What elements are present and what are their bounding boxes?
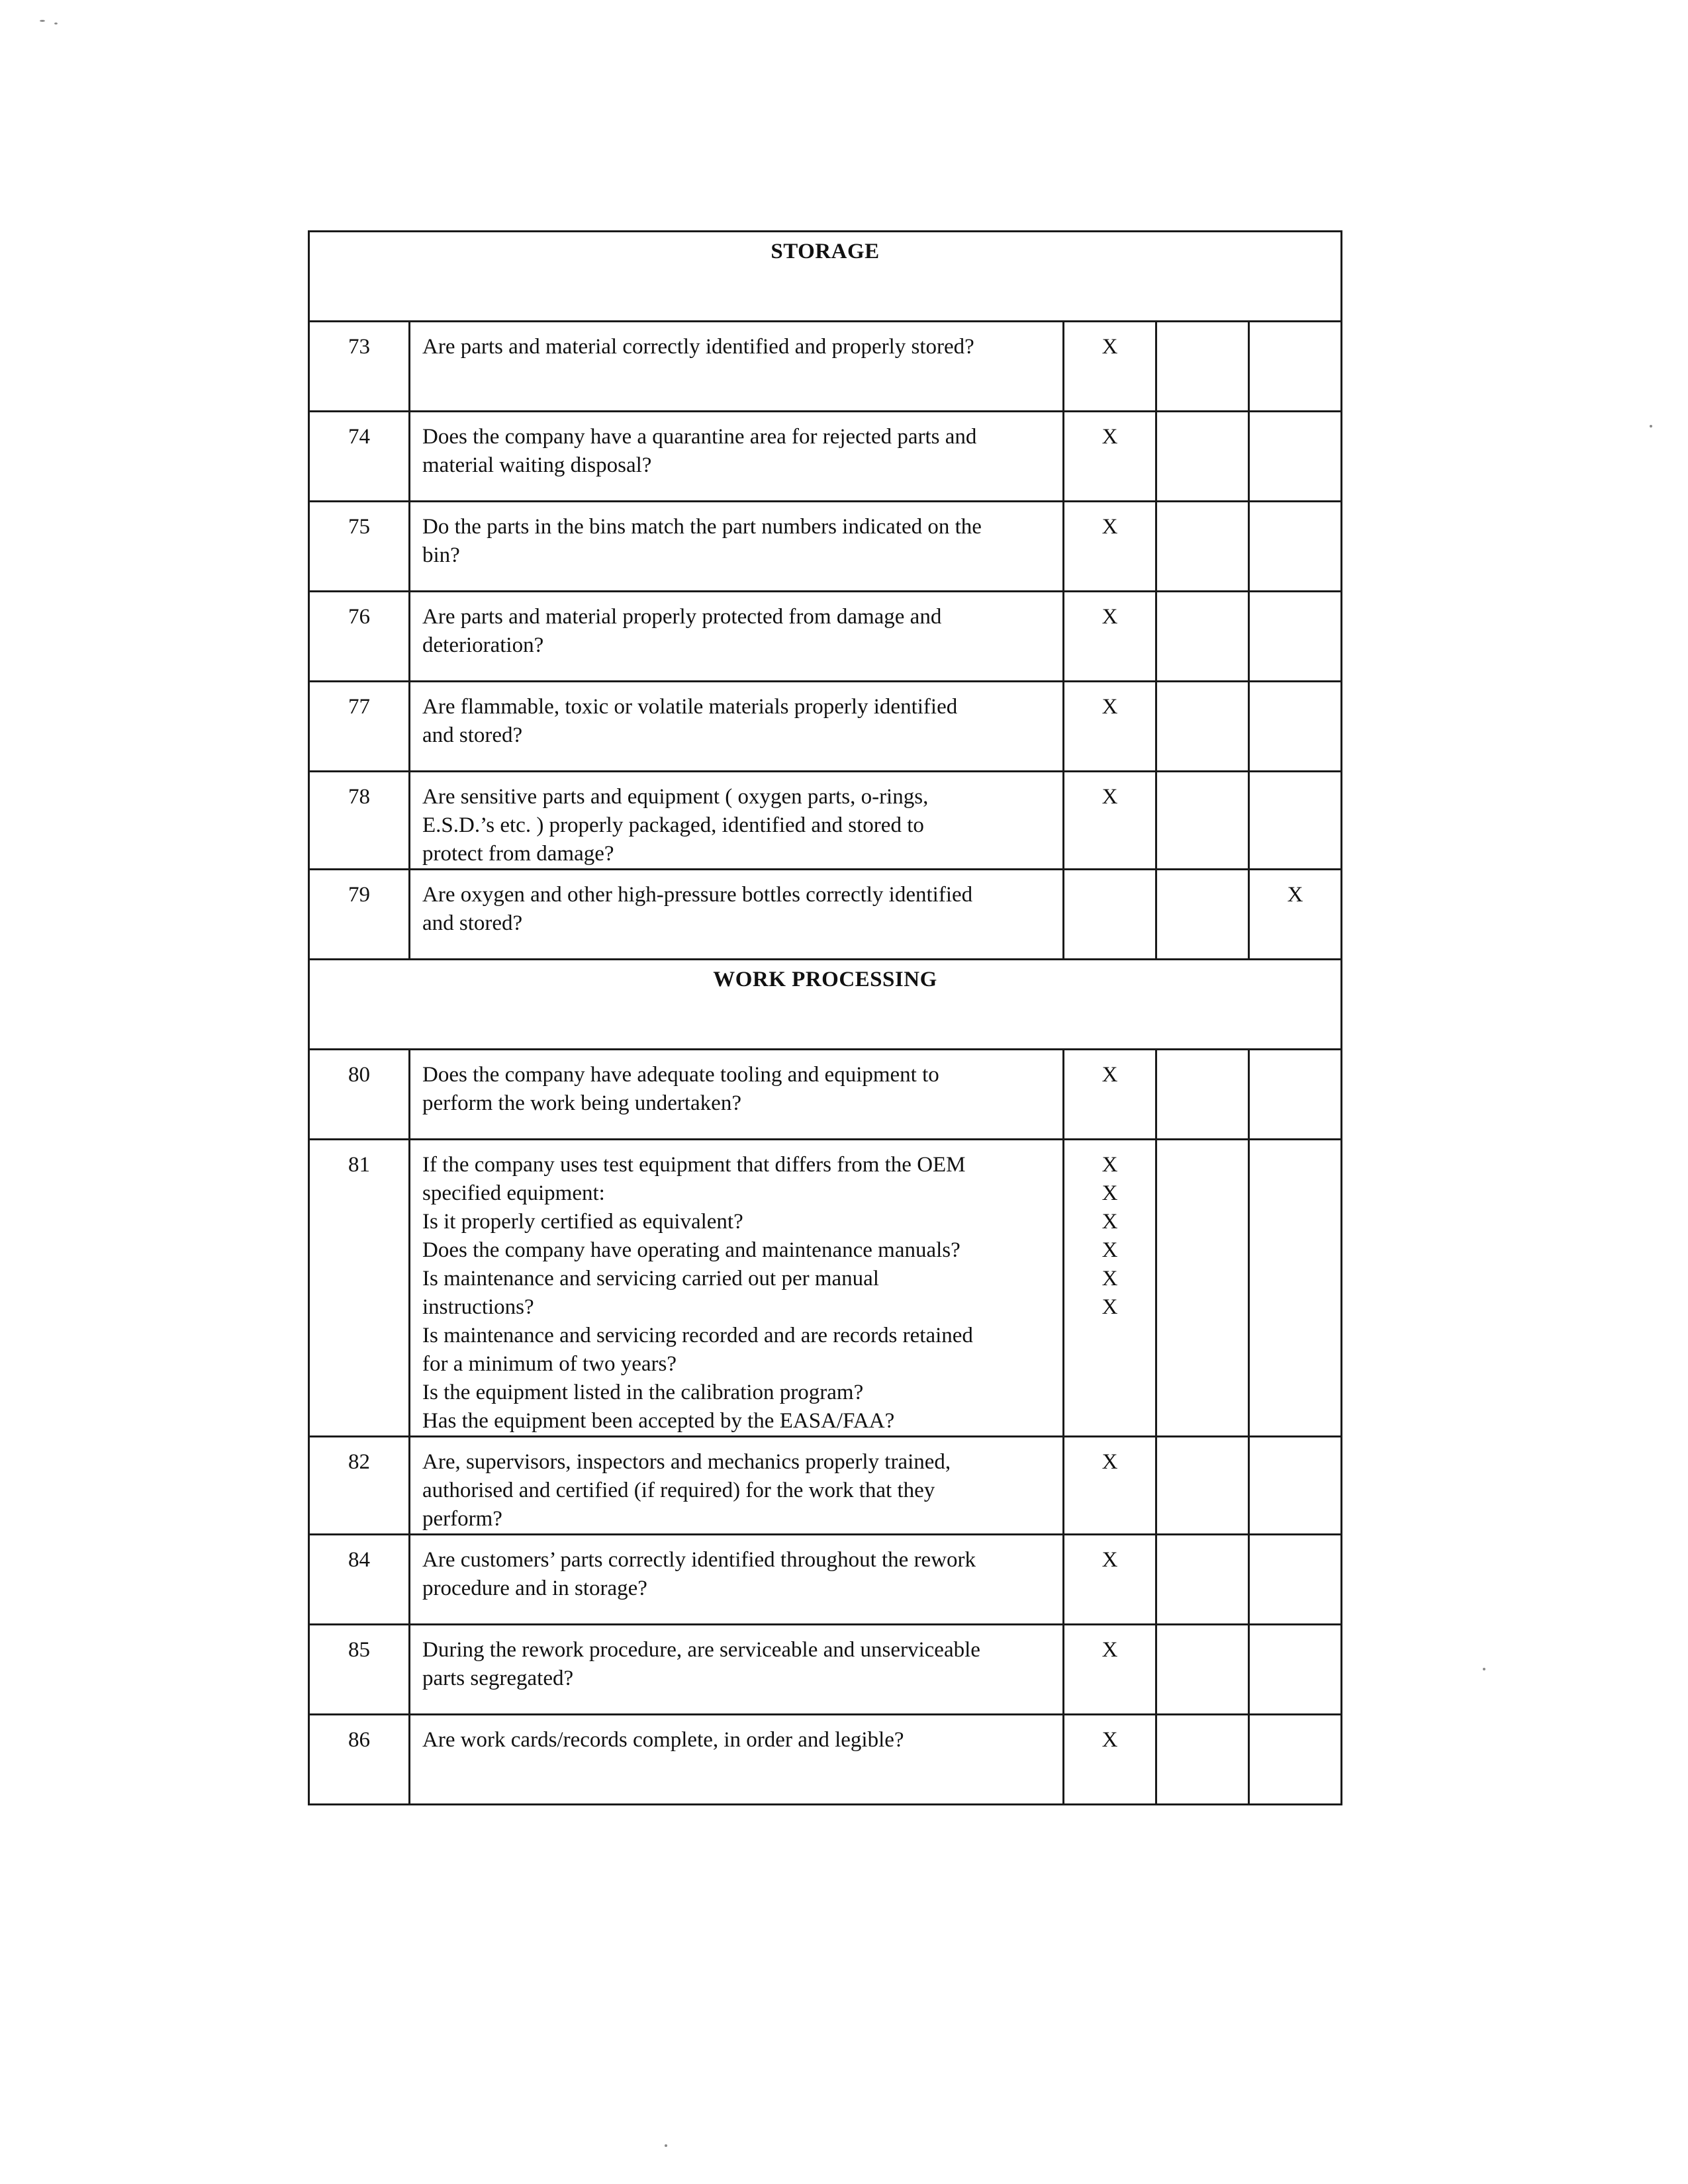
- question-row: [309, 772, 1342, 870]
- answer-column-1: X: [1064, 1050, 1156, 1140]
- question-number: 80: [309, 1050, 410, 1140]
- answer-column-2: [1156, 772, 1249, 870]
- answer-column-2: [1156, 1050, 1249, 1140]
- question-line: and stored?: [422, 911, 523, 935]
- question-text: [410, 322, 1064, 412]
- answer-column-1: X: [1064, 592, 1156, 682]
- answer-column-1: X: [1064, 1535, 1156, 1625]
- question-text: [410, 1715, 1064, 1805]
- question-row: [309, 1535, 1342, 1625]
- scan-speck: [1650, 425, 1652, 428]
- question-row: [309, 1625, 1342, 1715]
- scan-speck: [40, 20, 45, 22]
- question-number: 74: [309, 412, 410, 502]
- section-header-row: [309, 960, 1342, 1050]
- question-line: deterioration?: [422, 633, 544, 657]
- answer-mark: X: [1102, 1153, 1118, 1177]
- question-line: for a minimum of two years?: [422, 1352, 677, 1376]
- answer-mark: X: [1102, 1181, 1118, 1205]
- question-number: 73: [309, 322, 410, 412]
- answer-column-2: [1156, 1715, 1249, 1805]
- audit-checklist-table: [308, 230, 1342, 1805]
- question-line: material waiting disposal?: [422, 453, 652, 477]
- question-line: Is maintenance and servicing recorded and are records retained: [422, 1324, 973, 1347]
- question-number: 84: [309, 1535, 410, 1625]
- answer-column-2: [1156, 870, 1249, 960]
- answer-column-2: [1156, 592, 1249, 682]
- question-row: [309, 1437, 1342, 1535]
- question-number: 85: [309, 1625, 410, 1715]
- answer-column-2: [1156, 322, 1249, 412]
- answer-column-2: [1156, 1437, 1249, 1535]
- checklist-body: [309, 232, 1342, 1805]
- question-line: protect from damage?: [422, 842, 614, 866]
- question-line: Are sensitive parts and equipment ( oxygen parts, o-rings,: [422, 785, 929, 809]
- answer-column-3: [1249, 412, 1342, 502]
- question-line: procedure and in storage?: [422, 1576, 647, 1600]
- question-text: [410, 1050, 1064, 1140]
- answer-column-2: [1156, 1140, 1249, 1437]
- question-line: perform?: [422, 1507, 502, 1531]
- question-number: 86: [309, 1715, 410, 1805]
- question-row: [309, 592, 1342, 682]
- section-header-row: [309, 232, 1342, 322]
- question-line: Has the equipment been accepted by the EASA/FAA?: [422, 1409, 895, 1433]
- scan-speck: [1483, 1668, 1485, 1670]
- answer-column-3: [1249, 1625, 1342, 1715]
- question-line: If the company uses test equipment that differs from the OEM: [422, 1153, 966, 1177]
- question-line: Is the equipment listed in the calibration program?: [422, 1381, 864, 1404]
- answer-column-1: X: [1064, 772, 1156, 870]
- question-line: Does the company have adequate tooling and equipment to: [422, 1063, 939, 1087]
- answer-mark: X: [1102, 1238, 1118, 1262]
- question-text: [410, 412, 1064, 502]
- answer-column-3: [1249, 1140, 1342, 1437]
- question-number: 78: [309, 772, 410, 870]
- answer-column-3: [1249, 1437, 1342, 1535]
- answer-column-1: X: [1064, 502, 1156, 592]
- question-line: Is it properly certified as equivalent?: [422, 1210, 743, 1234]
- question-text: [410, 772, 1064, 870]
- question-line: E.S.D.’s etc. ) properly packaged, identified and stored to: [422, 813, 924, 837]
- answer-mark: X: [1102, 1267, 1118, 1291]
- question-line: parts segregated?: [422, 1666, 574, 1690]
- answer-column-2: [1156, 682, 1249, 772]
- question-line: Are parts and material properly protected from damage and: [422, 605, 942, 629]
- question-line: authorised and certified (if required) for the work that they: [422, 1479, 935, 1502]
- question-number: 77: [309, 682, 410, 772]
- question-line: Are oxygen and other high-pressure bottles correctly identified: [422, 883, 973, 907]
- question-row: [309, 870, 1342, 960]
- question-row: [309, 502, 1342, 592]
- answer-column-3: [1249, 682, 1342, 772]
- question-text: [410, 502, 1064, 592]
- scan-speck: [665, 2144, 667, 2147]
- answer-column-3: X: [1249, 870, 1342, 960]
- answer-column-1: X: [1064, 412, 1156, 502]
- question-row: [309, 1050, 1342, 1140]
- answer-column-1: X: [1064, 1715, 1156, 1805]
- answer-column-2: [1156, 412, 1249, 502]
- question-number: 76: [309, 592, 410, 682]
- question-row: [309, 682, 1342, 772]
- question-text: [410, 1535, 1064, 1625]
- question-line: bin?: [422, 543, 460, 567]
- question-text: [410, 870, 1064, 960]
- answer-mark: X: [1102, 1210, 1118, 1234]
- answer-column-3: [1249, 322, 1342, 412]
- question-text: [410, 1140, 1064, 1437]
- question-line: Are work cards/records complete, in order and legible?: [422, 1728, 904, 1752]
- question-line: and stored?: [422, 723, 523, 747]
- question-number: 79: [309, 870, 410, 960]
- question-line: Does the company have a quarantine area for rejected parts and: [422, 425, 977, 449]
- answer-column-2: [1156, 1625, 1249, 1715]
- answer-column-3: [1249, 502, 1342, 592]
- answer-column-2: [1156, 1535, 1249, 1625]
- question-line: instructions?: [422, 1295, 534, 1319]
- section-title: STORAGE: [309, 232, 1342, 322]
- question-line: specified equipment:: [422, 1181, 605, 1205]
- question-row: [309, 1140, 1342, 1437]
- answer-mark: X: [1102, 1295, 1118, 1319]
- section-title: WORK PROCESSING: [309, 960, 1342, 1050]
- answer-column-1: [1064, 870, 1156, 960]
- question-row: [309, 1715, 1342, 1805]
- answer-column-3: [1249, 1715, 1342, 1805]
- question-line: Are, supervisors, inspectors and mechanics properly trained,: [422, 1450, 951, 1474]
- question-text: [410, 1625, 1064, 1715]
- answer-column-3: [1249, 1050, 1342, 1140]
- question-line: Are customers’ parts correctly identified throughout the rework: [422, 1548, 976, 1572]
- answer-column-3: [1249, 592, 1342, 682]
- question-line: Are parts and material correctly identified and properly stored?: [422, 335, 974, 359]
- question-row: [309, 322, 1342, 412]
- question-number: 75: [309, 502, 410, 592]
- question-number: 82: [309, 1437, 410, 1535]
- scan-speck: [54, 23, 58, 24]
- question-text: [410, 682, 1064, 772]
- question-row: [309, 412, 1342, 502]
- answer-column-3: [1249, 1535, 1342, 1625]
- question-text: [410, 1437, 1064, 1535]
- question-number: 81: [309, 1140, 410, 1437]
- question-line: perform the work being undertaken?: [422, 1091, 741, 1115]
- question-line: Are flammable, toxic or volatile materials properly identified: [422, 695, 958, 719]
- question-line: Do the parts in the bins match the part numbers indicated on the: [422, 515, 982, 539]
- answer-column-1: X: [1064, 1437, 1156, 1535]
- answer-column-1: X: [1064, 682, 1156, 772]
- question-line: Is maintenance and servicing carried out per manual: [422, 1267, 879, 1291]
- question-text: [410, 592, 1064, 682]
- answer-column-2: [1156, 502, 1249, 592]
- answer-column-1: X: [1064, 1625, 1156, 1715]
- question-line: Does the company have operating and maintenance manuals?: [422, 1238, 961, 1262]
- answer-column-1: [1064, 1140, 1156, 1437]
- answer-column-3: [1249, 772, 1342, 870]
- answer-column-1: X: [1064, 322, 1156, 412]
- question-line: During the rework procedure, are serviceable and unserviceable: [422, 1638, 980, 1662]
